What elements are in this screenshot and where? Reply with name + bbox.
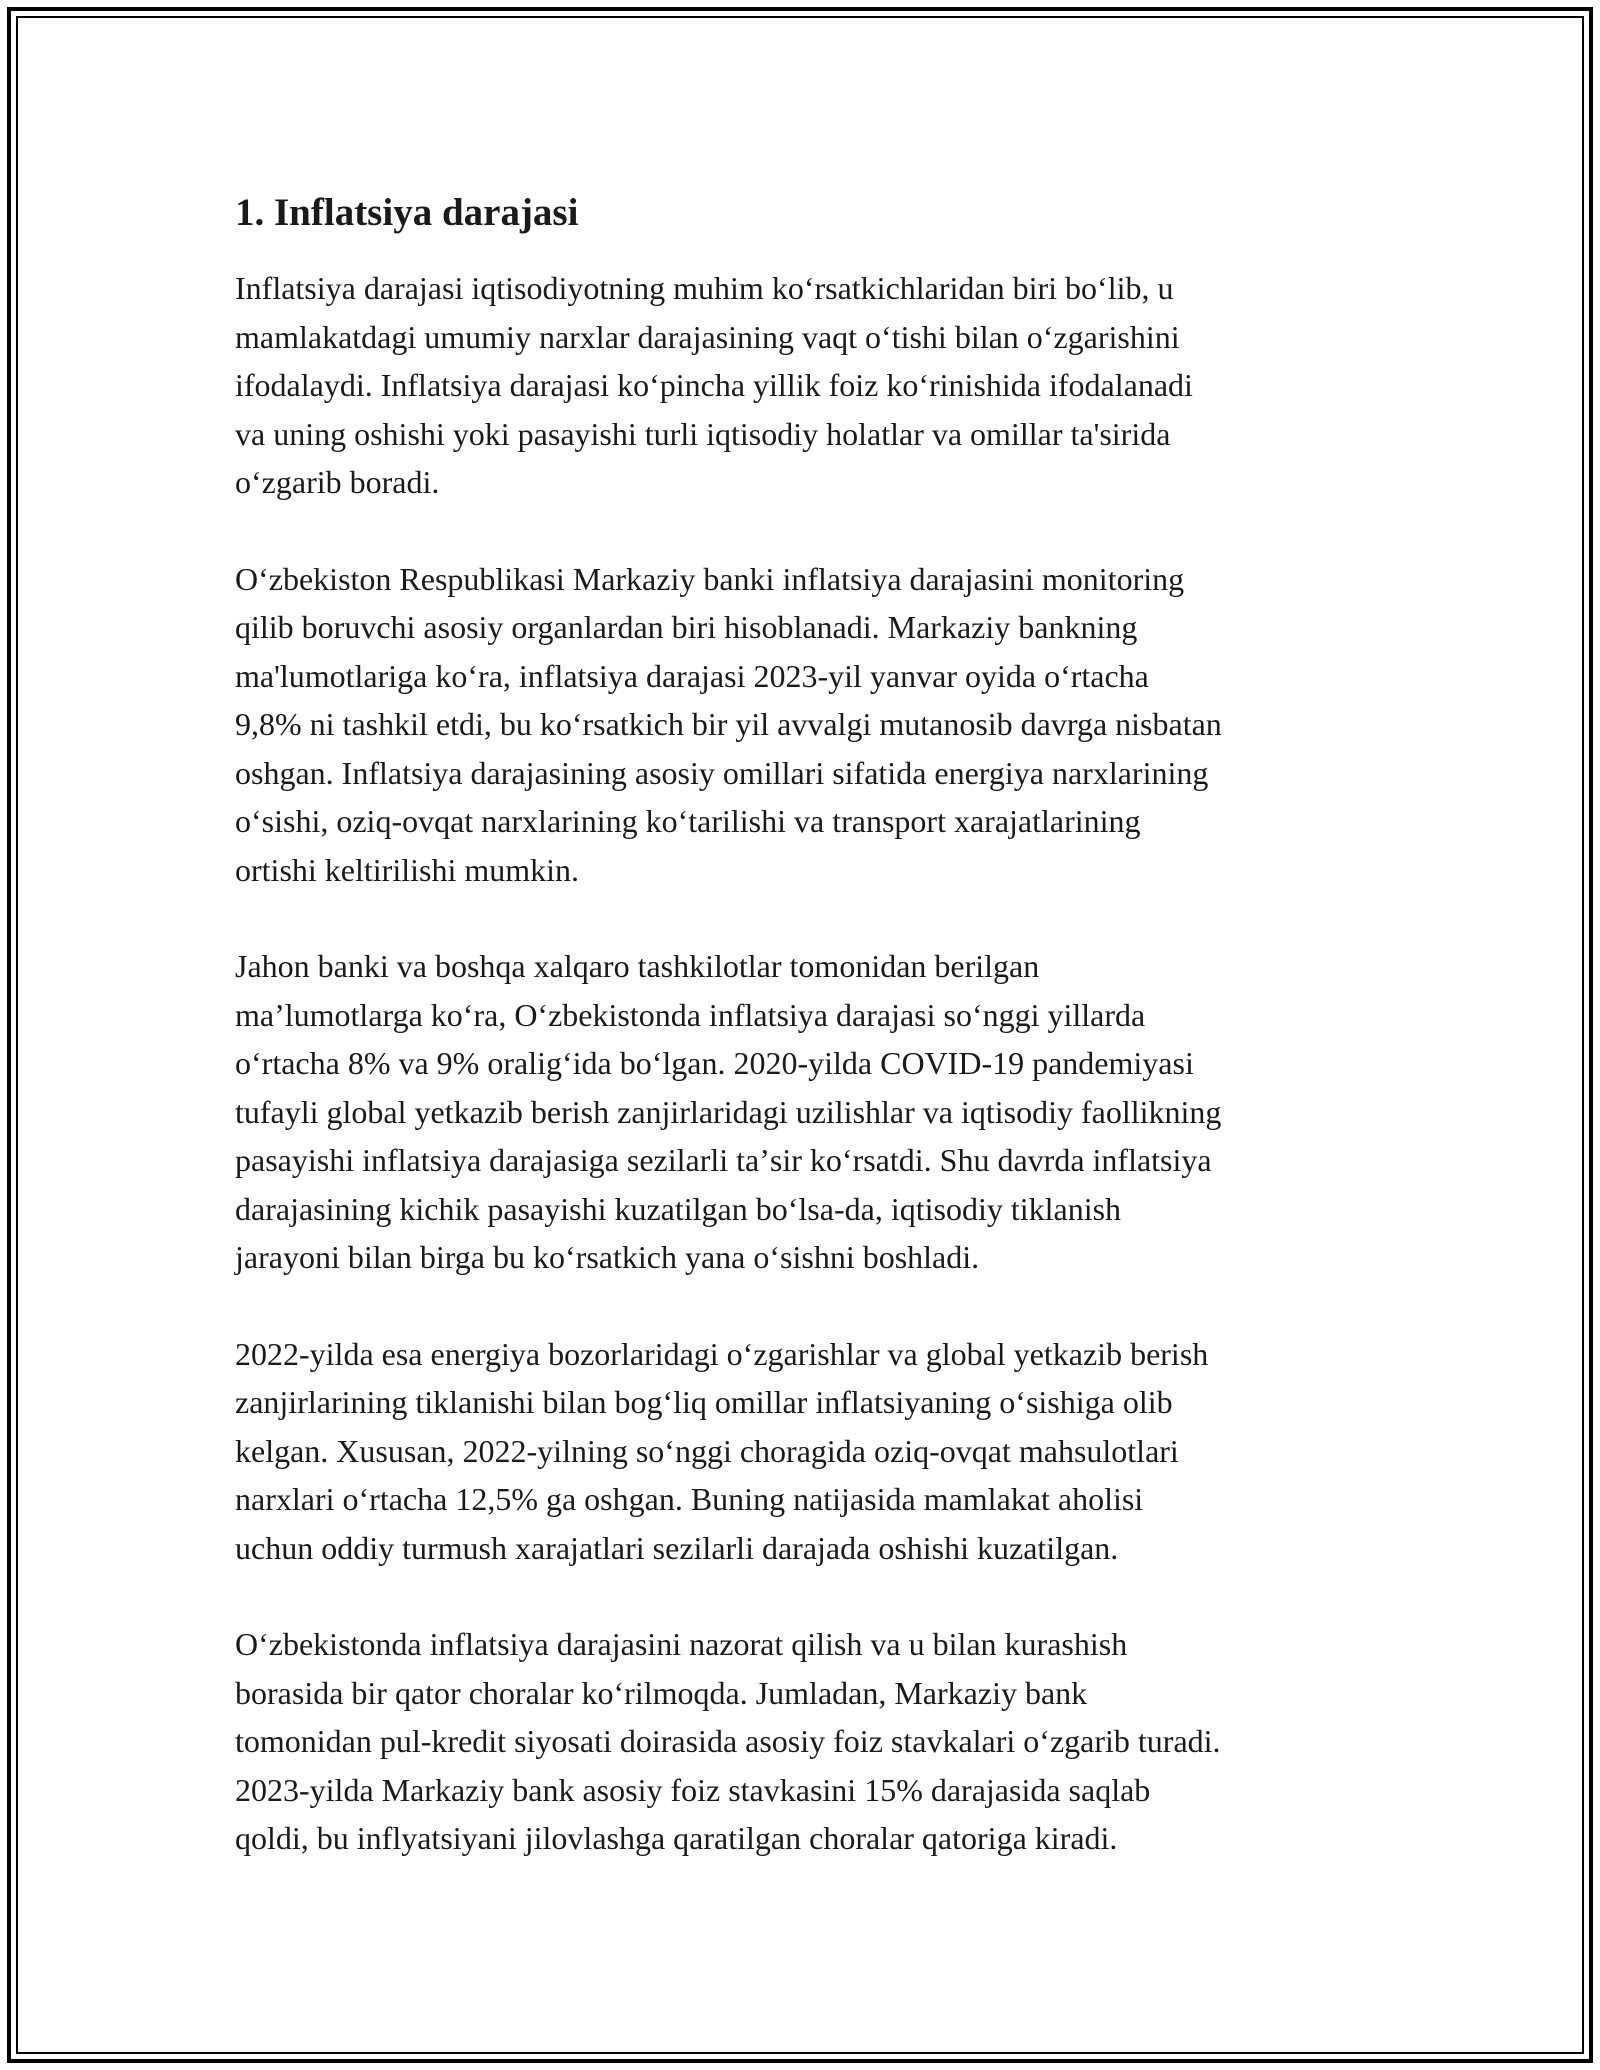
paragraph-line: jarayoni bilan birga bu koʻrsatkich yana oʻsishni boshladi. — [235, 1239, 980, 1275]
paragraph-line: Oʻzbekistonda inflatsiya darajasini nazorat qilish va u bilan kurashish — [235, 1626, 1128, 1662]
paragraph-line: ifodalaydi. Inflatsiya darajasi koʻpincha yillik foiz koʻrinishida ifodalanadi — [235, 367, 1193, 403]
paragraph-1 — [235, 264, 1385, 507]
paragraph-line: uchun oddiy turmush xarajatlari sezilarli darajada oshishi kuzatilgan. — [235, 1529, 1119, 1566]
paragraph-line: oʻzgarib boradi. — [235, 464, 440, 500]
paragraph-line: mamlakatdagi umumiy narxlar darajasining vaqt oʻtishi bilan oʻzgarishini — [235, 318, 1180, 355]
paragraph-line: pasayishi inflatsiya darajasiga sezilarli taʼsir koʻrsatdi. Shu davrda inflatsiya — [235, 1142, 1212, 1178]
paragraph-line: tomonidan pul-kredit siyosati doirasida asosiy foiz stavkalari oʻzgarib turadi. — [235, 1723, 1221, 1759]
paragraph-line: tufayli global yetkazib berish zanjirlaridagi uzilishlar va iqtisodiy faollikning — [235, 1093, 1222, 1130]
paragraph-3 — [235, 942, 1385, 1282]
paragraph-line: va uning oshishi yoki pasayishi turli iqtisodiy holatlar va omillar ta'sirida — [235, 415, 1171, 452]
document-body — [235, 190, 1385, 1911]
paragraph-line: oshgan. Inflatsiya darajasining asosiy omillari sifatida energiya narxlarining — [235, 754, 1209, 791]
paragraph-line: Jahon banki va boshqa xalqaro tashkilotlar tomonidan berilgan — [235, 948, 1040, 984]
paragraph-line: oʻrtacha 8% va 9% oraligʻida boʻlgan. 2020-yilda COVID-19 pandemiyasi — [235, 1045, 1194, 1081]
paragraph-line: darajasining kichik pasayishi kuzatilgan boʻlsa-da, iqtisodiy tiklanish — [235, 1190, 1122, 1227]
paragraph-5 — [235, 1620, 1385, 1863]
paragraph-line: Oʻzbekiston Respublikasi Markaziy banki inflatsiya darajasini monitoring — [235, 560, 1185, 597]
paragraph-line: narxlari oʻrtacha 12,5% ga oshgan. Buning natijasida mamlakat aholisi — [235, 1481, 1144, 1517]
paragraph-line: oʻsishi, oziq-ovqat narxlarining koʻtarilishi va transport xarajatlarining — [235, 803, 1141, 839]
paragraph-line: maʼlumotlarga koʻra, Oʻzbekistonda inflatsiya darajasi soʻnggi yillarda — [235, 996, 1146, 1033]
paragraph-line: Inflatsiya darajasi iqtisodiyotning muhim koʻrsatkichlaridan biri boʻlib, u — [235, 270, 1174, 306]
paragraph-4 — [235, 1330, 1385, 1573]
paragraph-line: qilib boruvchi asosiy organlardan biri hisoblanadi. Markaziy bankning — [235, 609, 1138, 645]
paragraph-line: 2023-yilda Markaziy bank asosiy foiz stavkasini 15% darajasida saqlab — [235, 1771, 1151, 1808]
paragraph-line: borasida bir qator choralar koʻrilmoqda. Jumladan, Markaziy bank — [235, 1674, 1088, 1711]
paragraph-line: kelgan. Xususan, 2022-yilning soʻnggi choragida oziq-ovqat mahsulotlari — [235, 1432, 1179, 1469]
paragraph-2 — [235, 555, 1385, 895]
paragraph-line: ma'lumotlariga koʻra, inflatsiya darajasi 2023-yil yanvar oyida oʻrtacha — [235, 657, 1149, 694]
paragraph-line: zanjirlarining tiklanishi bilan bogʻliq omillar inflatsiyaning oʻsishiga olib — [235, 1384, 1173, 1420]
paragraph-line: 9,8% ni tashkil etdi, bu koʻrsatkich bir yil avvalgi mutanosib davrga nisbatan — [235, 706, 1222, 742]
section-heading: 1. Inflatsiya darajasi — [235, 191, 579, 234]
paragraph-line: 2022-yilda esa energiya bozorlaridagi oʻzgarishlar va global yetkazib berish — [235, 1335, 1209, 1372]
paragraph-line: ortishi keltirilishi mumkin. — [235, 851, 579, 888]
paragraph-line: qoldi, bu inflyatsiyani jilovlashga qaratilgan choralar qatoriga kiradi. — [235, 1820, 1118, 1856]
